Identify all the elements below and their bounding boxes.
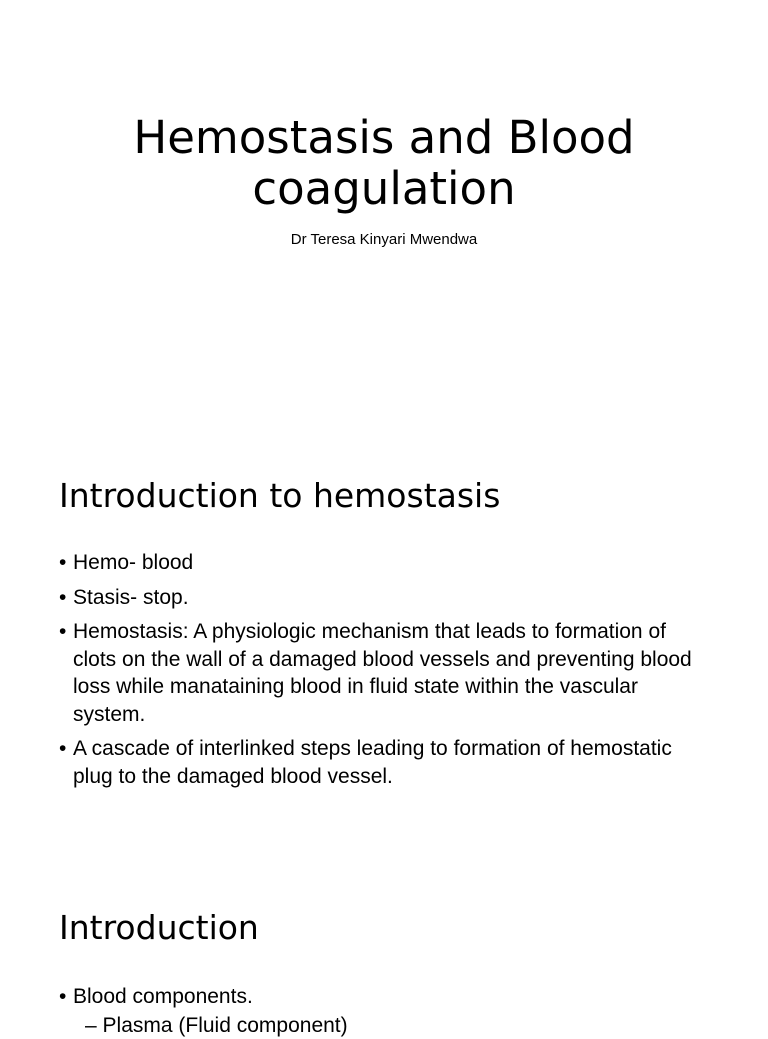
bullet-text: Stasis- stop.: [73, 585, 189, 609]
author-subtitle: Dr Teresa Kinyari Mwendwa: [290, 231, 478, 248]
bullet-text: A cascade of interlinked steps leading to formation of hemostatic plug to the damaged blood vessel.: [73, 737, 672, 788]
bullet-list: [59, 549, 699, 797]
bullet-marker: •: [59, 737, 67, 760]
bullet-text: Hemo- blood: [73, 551, 194, 574]
bullet-text: Blood components.: [73, 985, 253, 1008]
list-item: [59, 584, 699, 612]
bullet-marker: •: [59, 585, 67, 609]
list-item: [59, 549, 699, 577]
bullet-marker: •: [59, 985, 67, 1008]
introduction-slide: [0, 864, 768, 1037]
slide-title: Introduction: [59, 908, 259, 947]
list-item: [59, 618, 699, 728]
bullet-marker: •: [59, 620, 67, 643]
presentation-title: Hemostasis and Blood coagulation: [133, 111, 635, 215]
list-item: [59, 983, 699, 1011]
list-item: [59, 735, 699, 790]
slide-title: Introduction to hemostasis: [59, 476, 501, 515]
intro-hemostasis-slide: [0, 432, 768, 864]
bullet-text: Hemostasis: A physiologic mechanism that leads to formation of clots on the wall of a damaged blood vessels and preventing blood loss while manataining blood in fluid state within the vascular system.: [73, 620, 692, 726]
sub-bullet-marker: –: [85, 1014, 97, 1037]
bullet-marker: •: [59, 551, 67, 574]
title-slide: [0, 0, 768, 432]
sub-list-item: [85, 1012, 348, 1039]
sub-bullet-text: Plasma (Fluid component): [102, 1014, 348, 1037]
